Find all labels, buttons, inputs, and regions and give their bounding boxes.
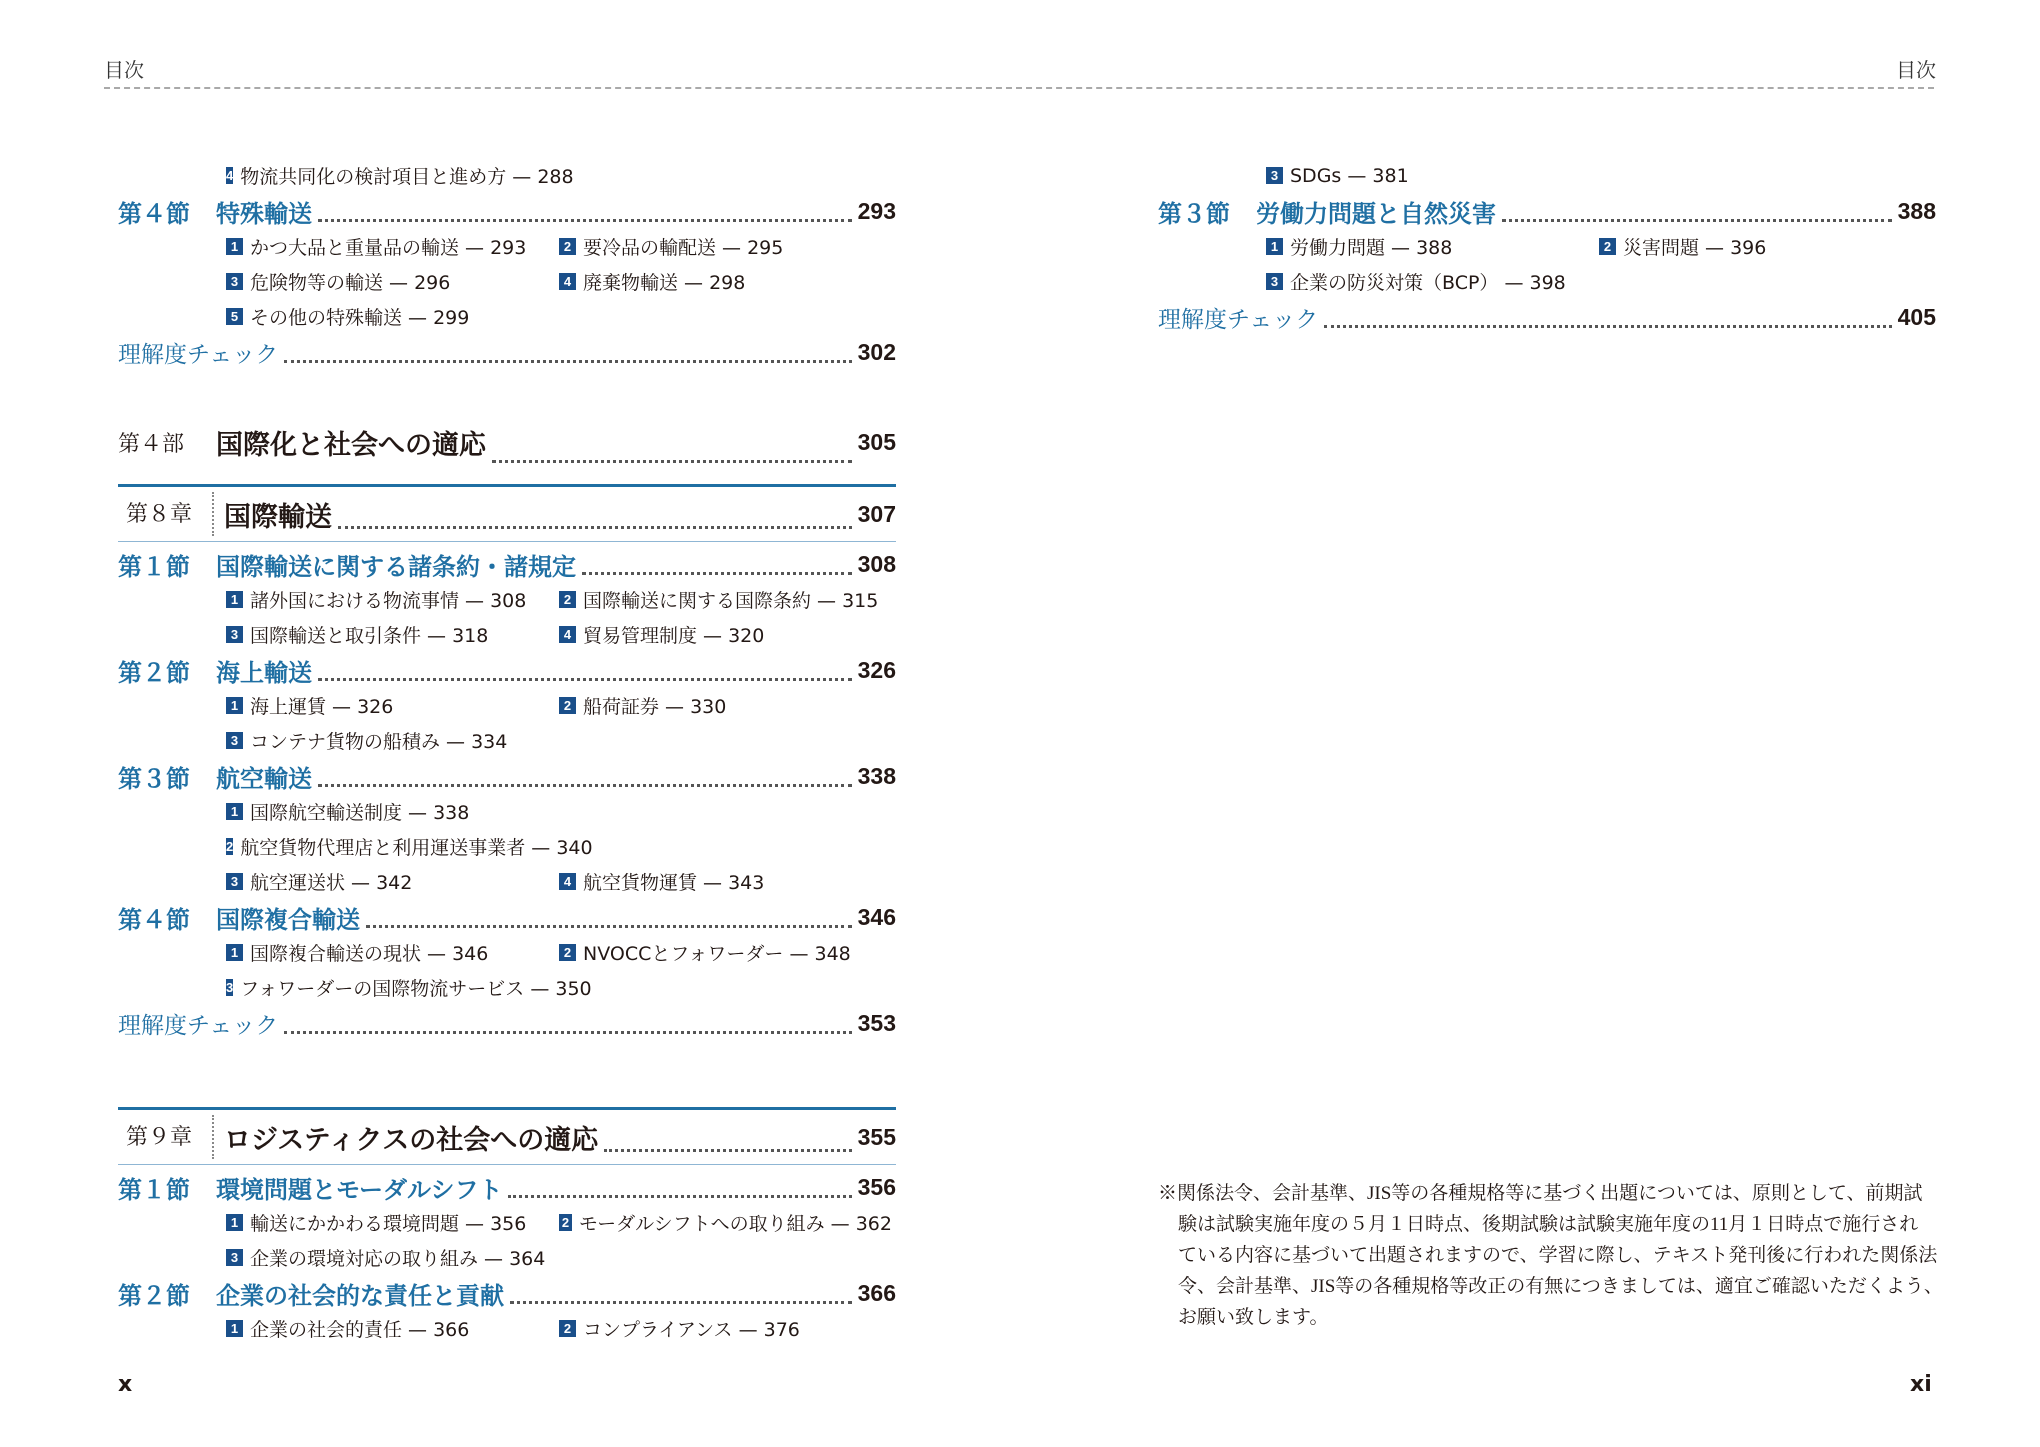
toc-section-entry[interactable] xyxy=(118,1169,896,1205)
number-badge: 1 xyxy=(1266,238,1283,255)
subsection-list xyxy=(226,1205,896,1275)
toc-subsection[interactable]: 3 SDGs — 381 xyxy=(1266,165,1599,187)
section-title: 特殊輸送 xyxy=(216,199,312,228)
section-title: 国際輸送に関する諸条約・諸規定 xyxy=(216,552,576,581)
toc-section-entry[interactable] xyxy=(118,652,896,688)
number-badge: 3 xyxy=(226,1249,243,1266)
chapter-label: 第９章 xyxy=(118,1115,214,1159)
section-label: 第４節 xyxy=(118,199,190,228)
toc-right-page xyxy=(1158,158,1936,335)
page-number: 293 xyxy=(857,197,896,224)
number-badge: 1 xyxy=(226,803,243,820)
section-label: 第１節 xyxy=(118,552,190,581)
page-number: 356 xyxy=(857,1173,896,1200)
toc-section-entry[interactable] xyxy=(118,193,896,229)
note-line: ※関係法令、会計基準、JIS等の各種規格等に基づく出題については、原則として、前期試 xyxy=(1158,1183,1923,1204)
dot-leader xyxy=(508,1195,851,1198)
dot-leader xyxy=(1502,219,1892,222)
dot-leader xyxy=(366,925,852,928)
chapter-label: 第８章 xyxy=(118,492,214,536)
toc-subsection[interactable]: 2 国際輸送に関する国際条約 — 315 xyxy=(559,586,892,613)
dot-leader xyxy=(492,460,852,463)
subsection-list xyxy=(226,794,896,899)
section-label: 第３節 xyxy=(1158,199,1230,228)
toc-section-entry[interactable] xyxy=(118,899,896,935)
toc-part-entry[interactable] xyxy=(118,414,896,470)
header-rule xyxy=(104,87,1934,89)
section-label: 第１節 xyxy=(118,1175,190,1204)
running-head-right: 目次 xyxy=(1896,58,1936,82)
toc-subsection[interactable]: 3 国際輸送と取引条件 — 318 xyxy=(226,621,559,648)
section-title: 企業の社会的な責任と貢献 xyxy=(216,1281,504,1310)
number-badge: 2 xyxy=(559,591,576,608)
section-label: 第２節 xyxy=(118,1281,190,1310)
page-number: 305 xyxy=(857,428,896,455)
toc-section-entry[interactable] xyxy=(118,1275,896,1311)
number-badge: 2 xyxy=(559,944,576,961)
note-line: お願い致します。 xyxy=(1178,1307,1329,1328)
toc-subsection[interactable]: 3 危険物等の輸送 — 296 xyxy=(226,268,559,295)
page-number: 307 xyxy=(857,500,896,527)
note-line: 験は試験実施年度の５月１日時点、後期試験は試験実施年度の11月１日時点で施行され xyxy=(1178,1214,1919,1235)
number-badge: 1 xyxy=(226,238,243,255)
running-head-left: 目次 xyxy=(104,58,144,82)
number-badge: 1 xyxy=(226,1214,243,1231)
note-line: ている内容に基づいて出題されますので、学習に際し、テキスト発刊後に行われた関係法 xyxy=(1178,1245,1938,1266)
dot-leader xyxy=(318,784,852,787)
number-badge: 4 xyxy=(559,626,576,643)
chapter-title: 国際輸送 xyxy=(224,501,332,533)
toc-subsection[interactable]: 3 企業の防災対策（BCP） — 398 xyxy=(1266,268,1599,295)
toc-subsection[interactable]: 4 廃棄物輸送 — 298 xyxy=(559,268,892,295)
subsection-list xyxy=(226,158,896,193)
toc-subsection[interactable]: 2 要冷品の輸配送 — 295 xyxy=(559,233,892,260)
toc-subsection[interactable]: 1 諸外国における物流事情 — 308 xyxy=(226,586,559,613)
toc-subsection[interactable]: 4 航空貨物運賃 — 343 xyxy=(559,868,892,895)
part-label: 第４部 xyxy=(118,430,185,456)
number-badge: 4 xyxy=(226,168,234,183)
toc-subsection[interactable]: 1 国際複合輸送の現状 — 346 xyxy=(226,939,559,966)
number-badge: 2 xyxy=(559,1320,576,1337)
dot-leader xyxy=(284,1031,851,1034)
number-badge: 5 xyxy=(226,308,243,325)
page-number: 388 xyxy=(1897,197,1936,224)
toc-subsection[interactable]: 3 フォワーダーの国際物流サービス — 350 xyxy=(226,978,592,1000)
number-badge: 1 xyxy=(226,944,243,961)
toc-subsection[interactable]: 2 船荷証券 — 330 xyxy=(559,692,892,719)
toc-subsection[interactable]: 1 輸送にかかわる環境問題 — 356 xyxy=(226,1209,559,1236)
section-label: 第４節 xyxy=(118,905,190,934)
number-badge: 2 xyxy=(1599,238,1616,255)
page-folio-right: xi xyxy=(1910,1372,1932,1397)
subsection-list xyxy=(1266,158,1936,193)
toc-subsection[interactable]: 3 航空運送状 — 342 xyxy=(226,868,559,895)
toc-check-entry[interactable] xyxy=(1158,299,1936,335)
section-title: 環境問題とモーダルシフト xyxy=(216,1175,503,1204)
toc-chapter-entry[interactable] xyxy=(118,484,896,542)
section-title: 航空輸送 xyxy=(216,764,312,793)
page-number: 326 xyxy=(857,656,896,683)
subsection-list xyxy=(1266,229,1936,299)
number-badge: 3 xyxy=(226,732,243,749)
toc-subsection[interactable]: 4 物流共同化の検討項目と進め方 — 288 xyxy=(226,166,574,188)
subsection-list xyxy=(226,582,896,652)
toc-subsection[interactable]: 3 コンテナ貨物の船積み — 334 xyxy=(226,727,559,754)
number-badge: 1 xyxy=(226,697,243,714)
section-label: 第２節 xyxy=(118,658,190,687)
number-badge: 4 xyxy=(559,873,576,890)
toc-subsection[interactable]: 1 海上運賃 — 326 xyxy=(226,692,559,719)
number-badge: 4 xyxy=(559,273,576,290)
page-number: 355 xyxy=(857,1123,896,1150)
dot-leader xyxy=(318,219,852,222)
page-number: 366 xyxy=(857,1279,896,1306)
toc-subsection[interactable]: 1 労働力問題 — 388 xyxy=(1266,233,1599,260)
subsection-list xyxy=(226,935,896,1005)
note-line: 令、会計基準、JIS等の各種規格等改正の有無につきましては、適宜ご確認いただくよう、 xyxy=(1178,1276,1943,1297)
number-badge: 2 xyxy=(226,839,234,854)
toc-check-entry[interactable] xyxy=(118,334,896,370)
number-badge: 2 xyxy=(559,238,576,255)
toc-subsection[interactable]: 2 NVOCCとフォワーダー — 348 xyxy=(559,939,892,966)
dot-leader xyxy=(510,1301,852,1304)
dot-leader xyxy=(604,1149,851,1152)
page-number: 353 xyxy=(857,1009,896,1036)
subsection-list xyxy=(226,1311,896,1346)
number-badge: 3 xyxy=(226,273,243,290)
toc-subsection[interactable]: 4 貿易管理制度 — 320 xyxy=(559,621,892,648)
number-badge: 1 xyxy=(226,1320,243,1337)
toc-subsection[interactable]: 1 国際航空輸送制度 — 338 xyxy=(226,798,559,825)
toc-left-page xyxy=(118,158,896,1346)
chapter-title: ロジスティクスの社会への適応 xyxy=(224,1124,599,1156)
toc-subsection[interactable]: 2 モーダルシフトへの取り組み — 362 xyxy=(559,1209,892,1236)
number-badge: 1 xyxy=(226,591,243,608)
toc-subsection[interactable]: 2 災害問題 — 396 xyxy=(1599,233,1932,260)
section-title: 国際複合輸送 xyxy=(216,905,360,934)
toc-subsection[interactable]: 3 企業の環境対応の取り組み — 364 xyxy=(226,1244,559,1271)
toc-subsection[interactable]: 2 航空貨物代理店と利用運送事業者 — 340 xyxy=(226,837,593,859)
page-number: 302 xyxy=(857,338,896,365)
dot-leader xyxy=(284,360,851,363)
toc-subsection[interactable]: 1 企業の社会的責任 — 366 xyxy=(226,1315,559,1342)
section-title: 労働力問題と自然災害 xyxy=(1256,199,1496,228)
number-badge: 3 xyxy=(226,873,243,890)
toc-section-entry[interactable] xyxy=(118,546,896,582)
number-badge: 3 xyxy=(1266,167,1283,184)
dot-leader xyxy=(582,572,852,575)
toc-subsection[interactable]: 1 かつ大品と重量品の輸送 — 293 xyxy=(226,233,559,260)
page-folio-left: x xyxy=(118,1372,133,1397)
check-title: 理解度チェック xyxy=(1158,306,1319,333)
number-badge: 3 xyxy=(1266,273,1283,290)
toc-check-entry[interactable] xyxy=(118,1005,896,1041)
number-badge: 2 xyxy=(559,1214,572,1231)
number-badge: 3 xyxy=(226,980,234,995)
dot-leader xyxy=(338,526,852,529)
check-title: 理解度チェック xyxy=(118,341,279,368)
toc-subsection[interactable]: 5 その他の特殊輸送 — 299 xyxy=(226,303,559,330)
check-title: 理解度チェック xyxy=(118,1012,279,1039)
page-number: 346 xyxy=(857,903,896,930)
section-title: 海上輸送 xyxy=(216,658,312,687)
subsection-list xyxy=(226,688,896,758)
part-title: 国際化と社会への適応 xyxy=(216,429,486,461)
exam-note xyxy=(1158,1178,1948,1333)
toc-subsection[interactable]: 2 コンプライアンス — 376 xyxy=(559,1315,892,1342)
page-number: 308 xyxy=(857,550,896,577)
subsection-list xyxy=(226,229,896,334)
toc-section-entry[interactable] xyxy=(1158,193,1936,229)
section-label: 第３節 xyxy=(118,764,190,793)
dot-leader xyxy=(318,678,852,681)
toc-section-entry[interactable] xyxy=(118,758,896,794)
dot-leader xyxy=(1324,325,1891,328)
toc-chapter-entry[interactable] xyxy=(118,1107,896,1165)
number-badge: 3 xyxy=(226,626,243,643)
page-number: 338 xyxy=(857,762,896,789)
page-number: 405 xyxy=(1897,303,1936,330)
number-badge: 2 xyxy=(559,697,576,714)
